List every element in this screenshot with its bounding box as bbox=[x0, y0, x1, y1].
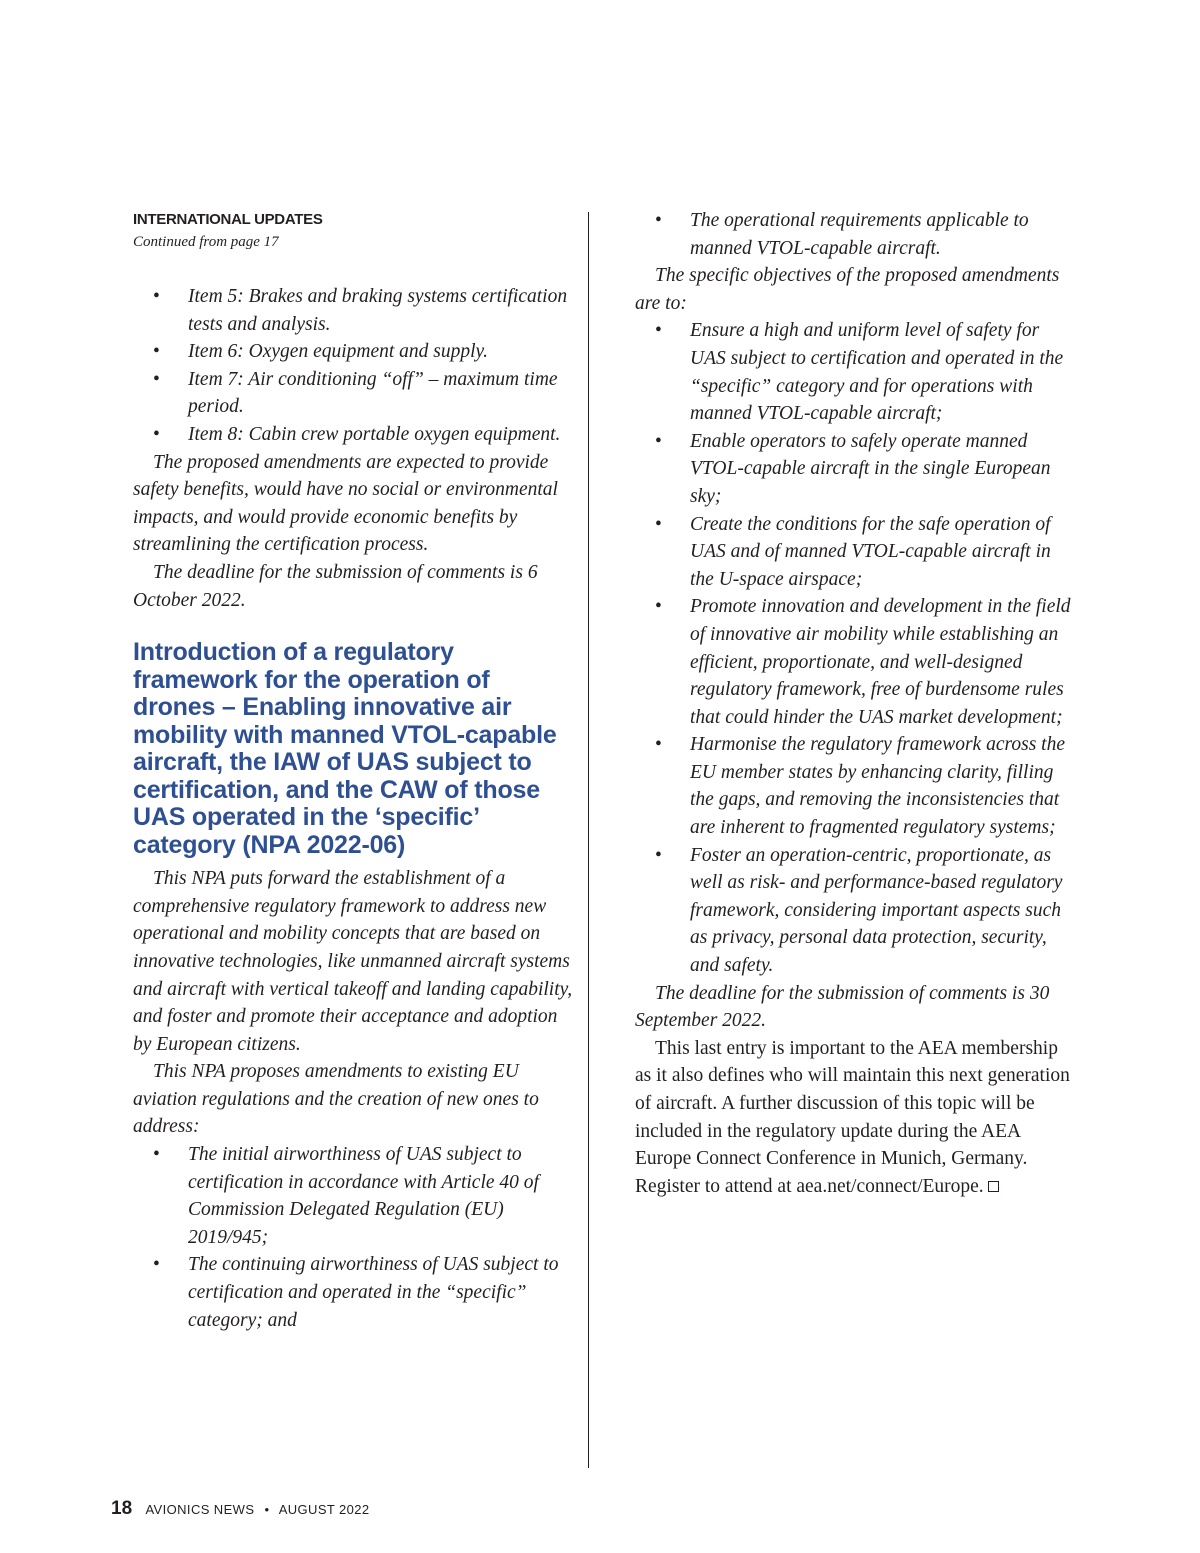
bullet-list-address-continued bbox=[635, 207, 1075, 262]
list-item: • Item 5: Brakes and braking systems certification tests and analysis. bbox=[133, 283, 573, 338]
issue-date: AUGUST 2022 bbox=[278, 1502, 370, 1517]
section-label: INTERNATIONAL UPDATES bbox=[133, 211, 323, 228]
article-heading: Introduction of a regulatory framework for the operation of drones – Enabling innovative air mobility with manned VTOL-capable aircraft, the IAW of UAS subject to certification, and the CAW of those UAS operated in the ‘specific’ category (NPA 2022-06) bbox=[133, 638, 557, 859]
list-item: • Item 7: Air conditioning “off” – maximum time period. bbox=[133, 366, 573, 421]
bullet-list-address bbox=[133, 1141, 573, 1334]
list-item: • Ensure a high and uniform level of safety for UAS subject to certification and operated in the “specific” category and for operations with manned VTOL-capable aircraft; bbox=[635, 317, 1075, 427]
paragraph-deadline-sep: The deadline for the submission of comments is 30 September 2022. bbox=[635, 982, 1050, 1032]
publication-name: AVIONICS NEWS bbox=[145, 1502, 255, 1517]
footer-separator: • bbox=[264, 1502, 270, 1517]
page-number: 18 bbox=[111, 1498, 133, 1519]
continued-note: Continued from page 17 bbox=[133, 234, 279, 250]
list-item: • Item 8: Cabin crew portable oxygen equipment. bbox=[133, 421, 573, 449]
paragraph-benefits: The proposed amendments are expected to provide safety benefits, would have no social or environmental impacts, and would provide economic benefits by streamlining the certification process. bbox=[133, 451, 558, 556]
paragraph-objectives: The specific objectives of the proposed amendments are to: bbox=[635, 265, 1060, 314]
page-footer bbox=[111, 1498, 370, 1520]
paragraph-npa-amendments: This NPA proposes amendments to existing EU aviation regulations and the creation of new ones to address: bbox=[133, 1061, 539, 1138]
paragraph-closing bbox=[635, 1035, 1075, 1201]
list-item: • Enable operators to safely operate manned VTOL-capable aircraft in the single European sky; bbox=[635, 428, 1075, 511]
bullet-list-items bbox=[133, 283, 573, 449]
list-item: • The operational requirements applicable to manned VTOL-capable aircraft. bbox=[635, 207, 1075, 262]
list-item: • Item 6: Oxygen equipment and supply. bbox=[133, 338, 573, 366]
closing-text: This last entry is important to the AEA membership as it also defines who will maintain this next generation of aircraft. A further discussion of this topic will be included in the regulatory update during the AEA Europe Connect Conference in Munich, Germany. Register to attend at aea.net/connect/Europe. bbox=[635, 1037, 1070, 1197]
column-divider bbox=[588, 212, 589, 1468]
paragraph-deadline-oct: The deadline for the submission of comments is 6 October 2022. bbox=[133, 561, 538, 611]
left-column bbox=[133, 283, 573, 1334]
list-item: • Harmonise the regulatory framework across the EU member states by enhancing clarity, filling the gaps, and removing the inconsistencies that are inherent to fragmented regulatory systems; bbox=[635, 731, 1075, 841]
list-item: • Promote innovation and development in the field of innovative air mobility while establishing an efficient, proportionate, and well-designed regulatory framework, free of burdensome rules that could hinder the UAS market development; bbox=[635, 593, 1075, 731]
list-item: • The continuing airworthiness of UAS subject to certification and operated in the “specific” category; and bbox=[133, 1251, 573, 1334]
list-item: • Foster an operation-centric, proportionate, as well as risk- and performance-based regulatory framework, considering important aspects such as privacy, personal data protection, security, and safety. bbox=[635, 842, 1075, 980]
right-column bbox=[635, 207, 1075, 1200]
end-of-article-icon bbox=[988, 1181, 999, 1192]
paragraph-npa-intro: This NPA puts forward the establishment of a comprehensive regulatory framework to address new operational and mobility concepts that are based on innovative technologies, like unmanned aircraft systems and aircraft with vertical takeoff and landing capability, and foster and promote their acceptance and adoption by European citizens. bbox=[133, 868, 573, 1055]
list-item: • Create the conditions for the safe operation of UAS and of manned VTOL-capable aircraft in the U-space airspace; bbox=[635, 511, 1075, 594]
list-item: • The initial airworthiness of UAS subject to certification in accordance with Article 40 of Commission Delegated Regulation (EU) 2019/945; bbox=[133, 1141, 573, 1251]
bullet-list-objectives bbox=[635, 317, 1075, 979]
